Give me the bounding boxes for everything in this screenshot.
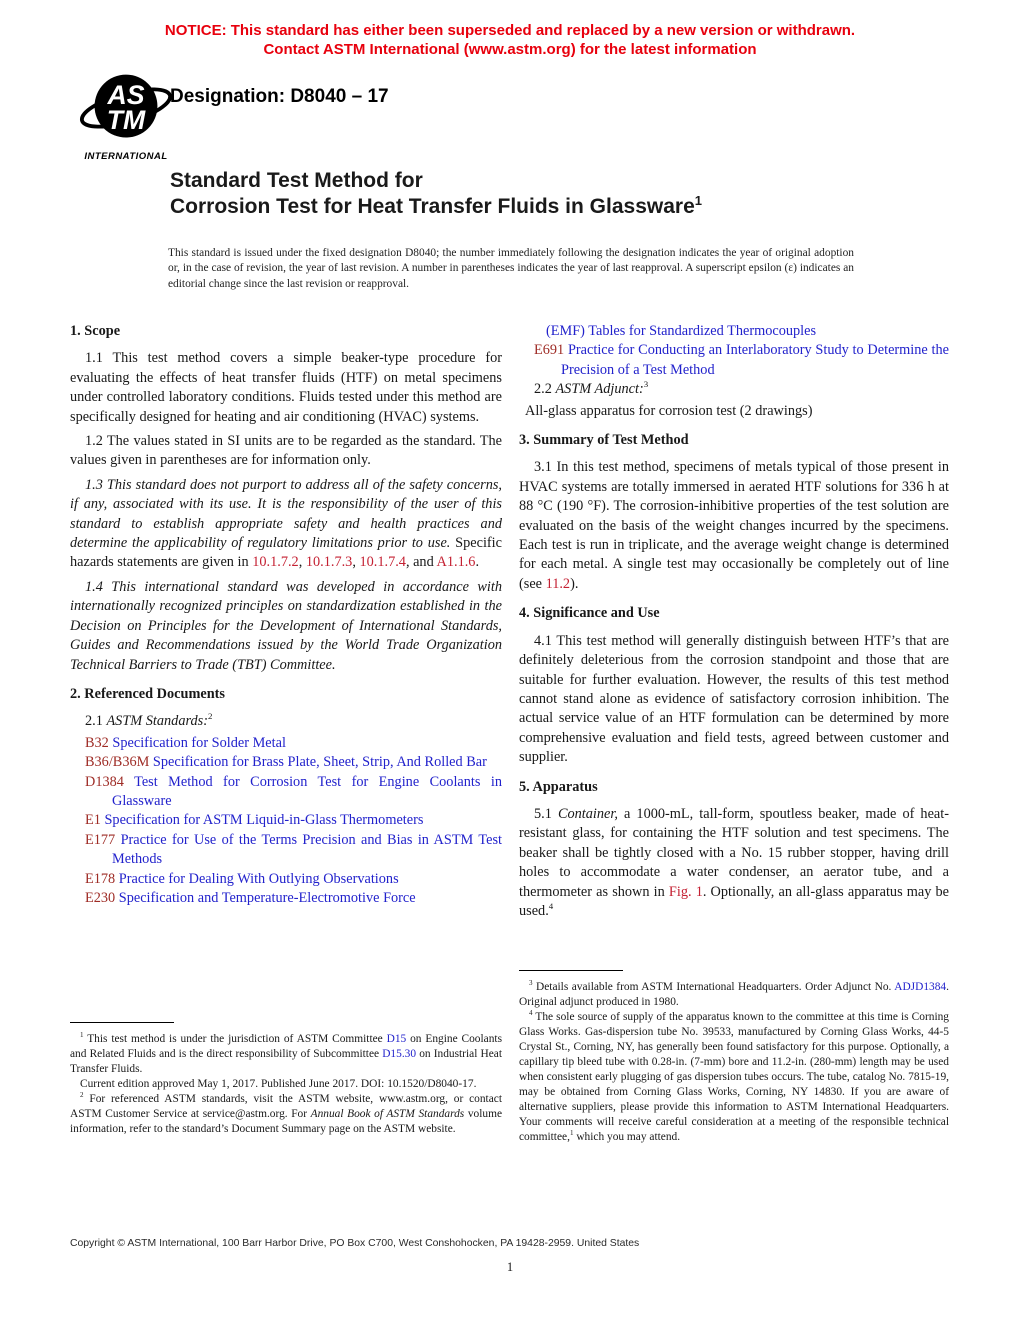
footnote-1-edition	[70, 1077, 502, 1092]
reference-item	[70, 811, 502, 830]
svg-text:TM: TM	[106, 104, 146, 135]
text-segment: ,	[352, 554, 360, 571]
text-segment: 1.4 This international standard was developed in accordance with internationally recognized principles on standardization established in the Decision on Principles for the Development of International Standards, Guides and Recommendations issued by the World Trade Organization Technical Barriers to Trade (TBT) Committee.	[70, 578, 502, 673]
issue-disclaimer: This standard is issued under the fixed designation D8040; the number immediately following the designation indicates the year of original adoption or, in the case of revision, the year of last revision. A number in parentheses indicates the year of last reapproval. A superscript epsilon (ε) indicates an editorial change since the last revision or reapproval.	[168, 247, 854, 290]
text-segment: Current edition approved May 1, 2017. Published June 2017. DOI: 10.1520/D8040-17.	[80, 1078, 477, 1090]
cross-reference-link[interactable]: 10.1.7.2	[252, 554, 299, 571]
text-segment: This test method is under the jurisdiction of ASTM Committee	[83, 1033, 387, 1045]
paragraph-4-1	[519, 632, 949, 768]
text-segment: 1.3 This standard does not purport to address all of the safety concerns, if any, associated with its use. It is the responsibility of the user of this standard to establish appropriate safety and health practices and determine the applicability of regulatory limitations prior to use.	[70, 476, 502, 552]
text-segment: . Optionally, an all-glass apparatus may be used.	[519, 883, 949, 919]
reference-item	[70, 870, 502, 889]
text-segment: ,	[298, 554, 306, 571]
cross-reference-link[interactable]: Specification for ASTM Liquid-in-Glass Thermometers	[100, 812, 424, 829]
footnotes-left	[70, 1022, 502, 1137]
text-segment: Details available from ASTM International Headquarters. Order Adjunct No.	[532, 981, 895, 993]
text-segment: which you may attend.	[573, 1131, 681, 1143]
cross-reference-link[interactable]: B32	[85, 734, 109, 751]
page-number: 1	[506, 1260, 514, 1274]
reference-item	[70, 734, 502, 753]
cross-reference-link[interactable]: Practice for Use of the Terms Precision and Bias in ASTM Test Methods	[112, 831, 502, 868]
cross-reference-link[interactable]: E230	[85, 889, 116, 906]
text-segment: All-glass apparatus for corrosion test (2 drawings)	[525, 402, 813, 419]
cross-reference-link[interactable]: 10.1.7.4	[359, 554, 406, 571]
text-segment: .	[475, 554, 480, 571]
cross-reference-link[interactable]: Test Method for Corrosion Test for Engine Coolants in Glassware	[112, 773, 502, 809]
cross-reference-link[interactable]: 10.1.7.3	[305, 554, 353, 571]
text-segment: The sole source of supply of the apparatus known to the committee at this time is Corning Glass Works. Gas-dispersion tube No. 39533, manufactured by Corning Glass Works, 44-5 Crystal St., Corning, NY, has generally been found satisfactory for this purpose. Optionally, a capillary tip bleed tube with 0.28-in. (7-mm) bore and 11.2-in. (280-mm) length may be used when consistent early plugging of gas dispersion tubes occurs. The tube, catalog No. 7815-19, may be obtained from Corning Glass Works, Corning, NY 14830. If you are aware of alternative suppliers, please provide this information to ASTM International Headquarters. Your comments will receive careful consideration at a meeting of the responsible technical committee,	[519, 1011, 949, 1143]
paragraph-1-1	[70, 349, 502, 427]
paragraph-2-2	[519, 380, 949, 399]
footnote-separator	[70, 1022, 174, 1023]
section-2-heading: 2. Referenced Documents	[70, 685, 225, 702]
cross-reference-link[interactable]: 11.2	[545, 575, 571, 592]
cross-reference-link[interactable]: Specification and Temperature-Electromotive Force	[115, 889, 416, 906]
title-line2	[170, 194, 702, 220]
text-segment: on Engine Coolants and Related Fluids and is the direct responsibility of Subcommittee	[70, 1033, 503, 1060]
cross-reference-link[interactable]: Specification for Brass Plate, Sheet, Strip, And Rolled Bar	[149, 754, 487, 771]
section-4-heading: 4. Significance and Use	[519, 605, 660, 622]
paragraph-1-2	[70, 432, 502, 471]
text-segment: 2	[208, 711, 213, 722]
reference-item	[70, 773, 502, 812]
designation: Designation: D8040 – 17	[170, 86, 389, 107]
text-segment: ASTM Standards:	[106, 713, 208, 730]
adjunct-line	[519, 402, 949, 421]
text-segment: . Original adjunct produced in 1980.	[519, 981, 949, 1008]
text-segment: on Industrial Heat Transfer Fluids.	[70, 1048, 502, 1075]
text-segment: 1.1 This test method covers a simple beaker-type procedure for evaluating the effects of heat transfer fluids (HTF) on metal specimens under controlled laboratory conditions. Fluids tested under this method are specifically designed for heating and air conditioning (HVAC) systems.	[70, 350, 502, 425]
text-segment: ).	[570, 575, 579, 592]
footnote-3	[519, 980, 949, 1010]
reference-item	[519, 341, 949, 380]
text-segment: , and	[405, 554, 437, 571]
text-segment: For referenced ASTM standards, visit the ASTM website, www.astm.org, or contact ASTM Customer Service at service@astm.org. For	[70, 1093, 502, 1120]
text-segment: Specific hazards statements are given in	[70, 535, 502, 571]
paragraph-2-1	[70, 712, 502, 731]
cross-reference-link[interactable]: Fig. 1	[668, 883, 703, 900]
section-5-heading: 5. Apparatus	[519, 778, 598, 795]
footnotes-right	[519, 970, 949, 1145]
text-segment: 4	[548, 901, 554, 912]
footnote-separator	[519, 970, 623, 971]
reference-item	[70, 753, 502, 772]
copyright-line: Copyright © ASTM International, 100 Barr Harbor Drive, PO Box C700, West Conshohocken, PA 19428-2959. United States	[70, 1238, 640, 1249]
text-segment: 4	[529, 1009, 533, 1018]
reference-item	[70, 831, 502, 870]
cross-reference-link[interactable]: ADJD1384	[894, 981, 947, 993]
title-footnote-marker: 1	[694, 193, 702, 208]
cross-reference-link[interactable]: E177	[85, 831, 116, 848]
text-segment: 1	[569, 1129, 574, 1138]
astm-globe-icon	[78, 68, 174, 148]
title-line1: Standard Test Method for	[170, 169, 423, 192]
text-segment: a 1000-mL, tall-form, spoutless beaker, made of heat-resistant glass, for containing the HTF solution and test specimens. The beaker shall be tightly closed with a No. 15 rubber stopper, having drill holes to accommodate a water condenser, an aerator tube, and a thermometer as shown in	[519, 805, 949, 900]
section-1-heading: 1. Scope	[70, 323, 121, 339]
cross-reference-link[interactable]: E691	[534, 342, 565, 359]
cross-reference-link[interactable]: D1384	[85, 773, 124, 790]
footnote-2	[70, 1092, 502, 1137]
paragraph-1-3	[70, 476, 502, 573]
cross-reference-link[interactable]: (EMF) Tables for Standardized Thermocouples	[546, 323, 817, 339]
reference-item-continuation	[519, 322, 949, 341]
footnote-1	[70, 1032, 502, 1077]
section-3-heading: 3. Summary of Test Method	[519, 432, 689, 449]
cross-reference-link[interactable]: E178	[85, 870, 116, 887]
paragraph-3-1	[519, 458, 949, 594]
text-segment: volume information, refer to the standard’s Document Summary page on the ASTM website.	[70, 1108, 503, 1135]
withdrawal-notice-line2: Contact ASTM International (www.astm.org) for the latest information	[263, 40, 757, 58]
document-title	[170, 168, 702, 220]
withdrawal-notice	[0, 22, 1020, 59]
paragraph-5-1	[519, 805, 949, 921]
withdrawal-notice-line1: NOTICE: This standard has either been superseded and replaced by a new version or withdrawn.	[164, 22, 856, 39]
text-segment: 3	[529, 979, 533, 988]
reference-item	[70, 889, 502, 908]
paragraph-1-4	[70, 578, 502, 675]
text-segment: Annual Book of ASTM Standards	[310, 1108, 465, 1120]
text-segment: 2.1	[85, 713, 107, 730]
cross-reference-link[interactable]: D15.30	[382, 1048, 417, 1060]
text-segment: 5.1	[534, 805, 558, 822]
cross-reference-link[interactable]: Specification for Solder Metal	[108, 734, 286, 751]
astm-logo-international-label: INTERNATIONAL	[84, 151, 168, 162]
text-segment: 1	[80, 1031, 84, 1040]
astm-logo	[76, 68, 176, 162]
left-column	[70, 322, 502, 908]
svg-text:AS: AS	[107, 80, 145, 111]
text-segment: Container,	[557, 805, 618, 822]
text-segment: 4.1 This test method will generally distinguish between HTF’s that are definitely deleterious from the corrosion standpoint and those that are suitable for further evaluation. However, the results of this test method cannot stand alone as evidence of satisfactory corrosion inhibition. The actual service value of an HTF formulation can be determined by more comprehensive evaluation and field tests, agreed between customer and supplier.	[519, 632, 949, 766]
text-segment: 3	[643, 379, 649, 390]
text-segment: ASTM Adjunct:	[555, 381, 644, 398]
cross-reference-link[interactable]: D15	[386, 1033, 407, 1045]
text-segment: 2.2	[534, 381, 556, 398]
text-segment: 2	[80, 1091, 84, 1100]
cross-reference-link[interactable]: E1	[85, 812, 101, 829]
footnote-4	[519, 1010, 949, 1145]
cross-reference-link[interactable]: Practice for Conducting an Interlaboratory Study to Determine the Precision of a Test Method	[561, 342, 949, 378]
title-line2-text: Corrosion Test for Heat Transfer Fluids in Glassware	[170, 195, 695, 218]
cross-reference-link[interactable]: B36/B36M	[85, 754, 150, 771]
cross-reference-link[interactable]: A1.1.6	[436, 554, 476, 571]
text-segment: 3.1 In this test method, specimens of metals typical of those present in HVAC systems are totally immersed in aerated HTF solutions for 336 h at 88 °C (190 °F). The corrosion-inhibitive properties of the test solution are evaluated on the basis of the weight changes incurred by the specimens. Each test is run in triplicate, and the average weight change is determined for each metal. A single test may occasionally be completely out of line (see	[519, 459, 949, 592]
cross-reference-link[interactable]: Practice for Dealing With Outlying Observations	[115, 870, 399, 887]
text-segment: 1.2 The values stated in SI units are to be regarded as the standard. The values given in parentheses are for information only.	[70, 433, 502, 469]
right-column	[519, 322, 949, 926]
